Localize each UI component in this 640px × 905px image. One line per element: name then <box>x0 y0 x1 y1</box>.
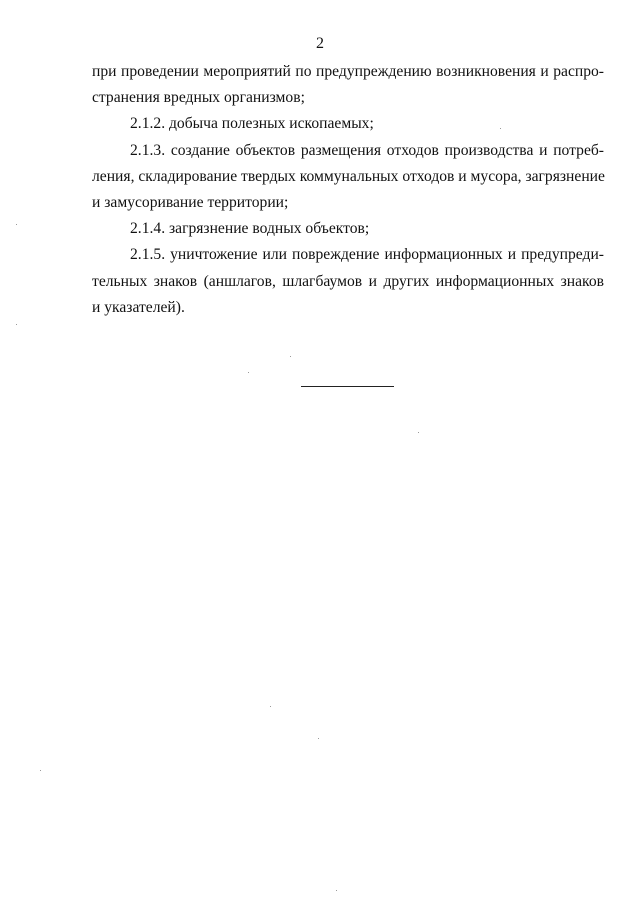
paragraph-2-1-2: 2.1.2. добыча полезных ископаемых; <box>130 115 374 132</box>
paragraph-1-line-2: странения вредных организмов; <box>92 89 305 106</box>
scan-speck <box>270 706 271 707</box>
paragraph-2-1-5-line-3: и указателей). <box>92 299 185 316</box>
paragraph-2-1-4: 2.1.4. загрязнение водных объектов; <box>130 220 370 237</box>
scan-speck <box>418 432 419 433</box>
scan-speck <box>16 324 17 325</box>
scan-speck <box>318 738 319 739</box>
scan-speck <box>336 890 337 891</box>
scan-speck <box>500 128 501 129</box>
paragraph-2-1-5-line-1: 2.1.5. уничтожение или повреждение информационных и предупреди- <box>130 246 604 263</box>
scan-speck <box>40 770 41 771</box>
end-divider <box>301 386 394 387</box>
scan-speck <box>16 224 17 225</box>
page-number: 2 <box>316 35 324 52</box>
scan-speck <box>290 356 291 357</box>
paragraph-2-1-3-line-3: и замусоривание территории; <box>92 194 289 211</box>
scan-speck <box>248 372 249 373</box>
paragraph-2-1-3-line-2: ления, складирование твердых коммунальных отходов и мусора, загрязнение <box>92 168 605 185</box>
paragraph-1-line-1: при проведении мероприятий по предупреждению возникновения и распро- <box>92 63 604 80</box>
paragraph-2-1-5-line-2: тельных знаков (аншлагов, шлагбаумов и других информационных знаков <box>92 273 604 290</box>
paragraph-2-1-3-line-1: 2.1.3. создание объектов размещения отходов производства и потреб- <box>130 142 604 159</box>
